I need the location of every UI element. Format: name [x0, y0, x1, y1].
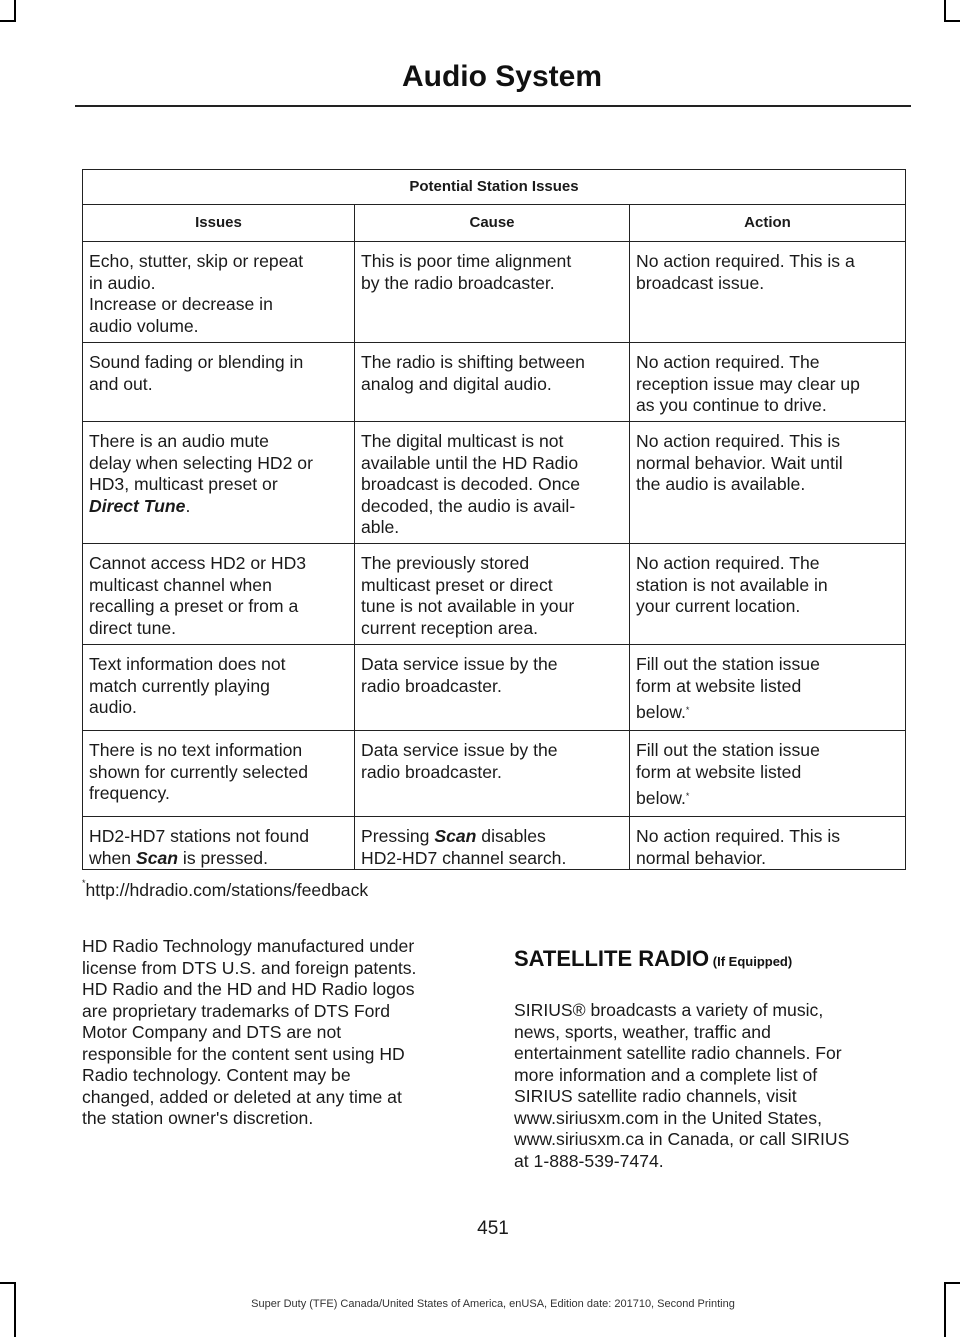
issue-cell — [83, 544, 355, 645]
cell-line — [361, 826, 623, 848]
cell-line: tune is not available in your — [361, 596, 575, 616]
satellite-radio-paragraph — [514, 1000, 914, 1172]
cell-line: There is no text information — [89, 740, 303, 760]
heading-qualifier: (If Equipped) — [709, 954, 793, 969]
cell-line: multicast channel when — [89, 574, 272, 595]
cell-line: decoded, the audio is avail- — [361, 495, 576, 516]
cell-text: is pressed. — [178, 847, 268, 868]
table-row — [83, 731, 906, 817]
cause-cell — [355, 422, 630, 544]
cell-line: analog and digital audio. — [361, 373, 552, 394]
hd-radio-paragraph — [82, 936, 482, 1130]
cell-line: audio volume. — [89, 315, 199, 336]
cell-line — [636, 702, 899, 724]
paragraph-line: SIRIUS satellite radio channels, visit — [514, 1086, 797, 1106]
footnote-marker: * — [685, 705, 690, 715]
cell-line: in audio. — [89, 272, 156, 293]
cell-line: your current location. — [636, 596, 801, 616]
cell-line: The digital multicast is not — [361, 431, 564, 451]
cell-text: when — [89, 847, 136, 868]
action-cell — [630, 343, 906, 422]
cell-line: station is not available in — [636, 574, 828, 595]
cell-line: Fill out the station issue — [636, 654, 820, 674]
cell-line: Fill out the station issue — [636, 740, 820, 760]
action-cell — [630, 544, 906, 645]
heading-text: SATELLITE RADIO — [514, 946, 710, 971]
footnote-url: http://hdradio.com/stations/feedback — [85, 880, 369, 900]
cause-cell — [355, 817, 630, 870]
cell-line: delay when selecting HD2 or — [89, 452, 313, 473]
cell-line: multicast preset or direct — [361, 574, 553, 595]
footnote-mark: * — [82, 878, 86, 888]
cell-line: able. — [361, 517, 400, 537]
paragraph-line: changed, added or deleted at any time at — [82, 1086, 402, 1107]
satellite-radio-heading — [514, 946, 792, 972]
table-row — [83, 343, 906, 422]
cell-line: reception issue may clear up — [636, 373, 860, 394]
cause-cell — [355, 645, 630, 731]
crop-mark-bottom-right-h — [944, 1282, 960, 1284]
page-number: 451 — [477, 1218, 509, 1239]
cell-text: . — [185, 495, 191, 516]
crop-mark-top-right-v — [944, 0, 946, 22]
paragraph-line: the station owner's discretion. — [82, 1108, 314, 1128]
cause-cell — [355, 242, 630, 343]
cell-line: Echo, stutter, skip or repeat — [89, 251, 304, 271]
column-header-action: Action — [630, 205, 906, 242]
cell-line: normal behavior. — [636, 847, 767, 868]
cell-text: Pressing — [361, 826, 435, 846]
cause-cell — [355, 731, 630, 817]
cell-line: frequency. — [89, 783, 170, 803]
cell-line: HD3, multicast preset or — [89, 474, 278, 494]
paragraph-line: are proprietary trademarks of DTS Ford — [82, 1000, 390, 1021]
paragraph-line: license from DTS U.S. and foreign patents. — [82, 957, 417, 978]
cell-text: below. — [636, 788, 686, 808]
cell-line: as you continue to drive. — [636, 395, 827, 415]
crop-mark-top-left-h — [0, 20, 16, 22]
cell-line: No action required. The — [636, 553, 820, 573]
scan-label: Scan — [434, 826, 477, 846]
crop-mark-top-right-h — [944, 20, 960, 22]
cell-line: audio. — [89, 697, 137, 717]
cell-line: current reception area. — [361, 617, 539, 638]
cell-line: normal behavior. Wait until — [636, 452, 843, 473]
cell-line — [636, 788, 899, 810]
table-row — [83, 242, 906, 343]
cell-line: Sound fading or blending in — [89, 352, 304, 372]
page-footer: Super Duty (TFE) Canada/United States of America, enUSA, Edition date: 201710, Second Printing — [251, 1298, 735, 1310]
scan-label: Scan — [135, 847, 179, 868]
cell-line: by the radio broadcaster. — [361, 272, 555, 293]
direct-tune-label: Direct Tune — [89, 495, 186, 516]
issue-cell — [83, 817, 355, 870]
footnote-marker: * — [685, 791, 690, 801]
issue-cell — [83, 343, 355, 422]
issue-cell — [83, 422, 355, 544]
paragraph-line: HD Radio Technology manufactured under — [82, 936, 415, 956]
cell-line — [89, 496, 348, 518]
cell-line: form at website listed — [636, 675, 802, 696]
cell-line: HD2-HD7 channel search. — [361, 847, 567, 868]
paragraph-line: www.siriusxm.com in the United States, — [514, 1107, 822, 1128]
cause-cell — [355, 544, 630, 645]
table-row — [83, 817, 906, 870]
cell-line: recalling a preset or from a — [89, 596, 299, 616]
cell-line: There is an audio mute — [89, 431, 269, 451]
cell-line: the audio is available. — [636, 474, 806, 494]
cell-line: form at website listed — [636, 761, 802, 782]
cell-line: No action required. This is a — [636, 251, 855, 271]
column-header-cause: Cause — [355, 205, 630, 242]
cell-line: The previously stored — [361, 553, 530, 573]
issue-cell — [83, 645, 355, 731]
page-title: Audio System — [401, 60, 602, 93]
cell-line: direct tune. — [89, 617, 177, 638]
paragraph-line: Radio technology. Content may be — [82, 1065, 351, 1085]
cell-line: Cannot access HD2 or HD3 — [89, 553, 307, 573]
cell-line: This is poor time alignment — [361, 251, 572, 271]
paragraph-line: HD Radio and the HD and HD Radio logos — [82, 979, 415, 999]
paragraph-line: at 1-888-539-7474. — [514, 1150, 664, 1171]
cell-line: Data service issue by the — [361, 654, 558, 674]
issue-cell — [83, 242, 355, 343]
cell-line: available until the HD Radio — [361, 452, 579, 473]
cell-line: broadcast issue. — [636, 272, 765, 293]
paragraph-line: SIRIUS® broadcasts a variety of music, — [514, 1000, 824, 1020]
table-caption: Potential Station Issues — [83, 170, 906, 205]
cell-line: radio broadcaster. — [361, 761, 502, 782]
header-rule — [75, 105, 911, 107]
cell-line: broadcast is decoded. Once — [361, 474, 581, 494]
cell-text: disables — [476, 826, 546, 846]
issue-cell — [83, 731, 355, 817]
action-cell — [630, 817, 906, 870]
action-cell — [630, 242, 906, 343]
cell-line: shown for currently selected — [89, 761, 309, 782]
paragraph-line: responsible for the content sent using HD — [82, 1043, 405, 1064]
paragraph-line: news, sports, weather, traffic and — [514, 1021, 771, 1042]
cell-line: No action required. This is — [636, 826, 841, 846]
paragraph-line: entertainment satellite radio channels. For — [514, 1043, 842, 1063]
cause-cell — [355, 343, 630, 422]
table-row — [83, 645, 906, 731]
paragraph-line: www.siriusxm.ca in Canada, or call SIRIUS — [514, 1129, 850, 1149]
cell-line: No action required. The — [636, 352, 820, 372]
table-footnote — [82, 880, 368, 901]
action-cell — [630, 645, 906, 731]
cell-line: No action required. This is — [636, 431, 841, 451]
crop-mark-top-left-v — [14, 0, 16, 22]
action-cell — [630, 422, 906, 544]
action-cell — [630, 731, 906, 817]
cell-line: Text information does not — [89, 654, 286, 674]
cell-line: match currently playing — [89, 675, 270, 696]
crop-mark-bottom-left-h — [0, 1282, 16, 1284]
cell-line: The radio is shifting between — [361, 352, 585, 372]
cell-line: Data service issue by the — [361, 740, 558, 760]
column-header-issues: Issues — [83, 205, 355, 242]
cell-line — [89, 848, 348, 870]
table-row — [83, 544, 906, 645]
cell-line: Increase or decrease in — [89, 294, 273, 314]
cell-text: below. — [636, 702, 686, 722]
cell-line: and out. — [89, 373, 153, 394]
paragraph-line: more information and a complete list of — [514, 1064, 818, 1085]
paragraph-line: Motor Company and DTS are not — [82, 1022, 342, 1042]
cell-line: HD2-HD7 stations not found — [89, 826, 310, 846]
cell-line: radio broadcaster. — [361, 675, 502, 696]
station-issues-table — [82, 169, 906, 870]
table-row — [83, 422, 906, 544]
